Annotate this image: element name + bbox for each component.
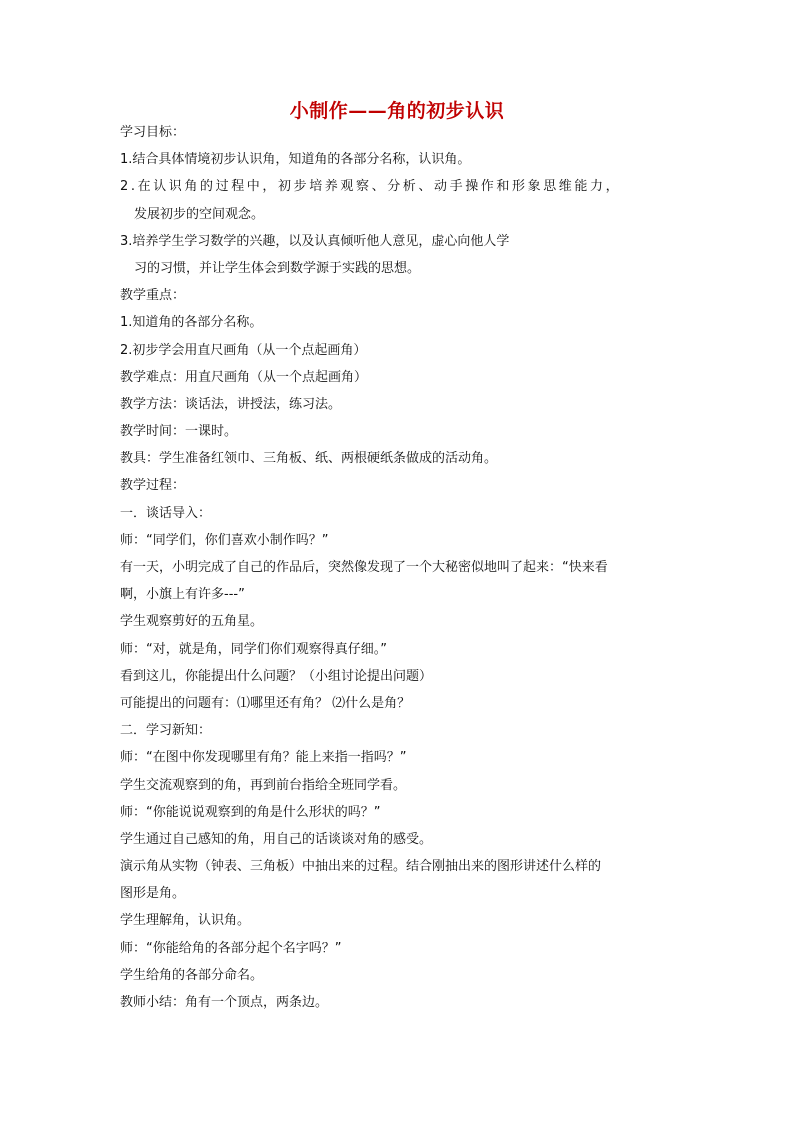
text-line: 看到这儿，你能提出什么问题？（小组讨论提出问题） bbox=[120, 668, 433, 684]
text-line: 教学方法：谈话法，讲授法，练习法。 bbox=[120, 396, 342, 412]
text-line: 教学过程： bbox=[120, 478, 186, 494]
text-line: 习的习惯，并让学生体会到数学源于实践的思想。 bbox=[134, 260, 421, 276]
text-line: 一．谈话导入： bbox=[120, 505, 212, 521]
text-line: 教学时间：一课时。 bbox=[120, 424, 238, 440]
text-line: 教学重点： bbox=[120, 288, 186, 304]
text-line: 师：“你能给角的各部分起个名字吗？” bbox=[120, 940, 342, 956]
text-line: 教学难点：用直尺画角（从一个点起画角） bbox=[120, 369, 368, 385]
text-line: 啊，小旗上有许多---” bbox=[120, 587, 245, 603]
text-line: 学生观察剪好的五角星。 bbox=[120, 614, 264, 630]
text-line: 2.在认识角的过程中，初步培养观察、分析、动手操作和形象思维能力， bbox=[120, 179, 622, 195]
text-line: 教师小结：角有一个顶点，两条边。 bbox=[120, 995, 329, 1010]
text-line: 学生交流观察到的角，再到前台指给全班同学看。 bbox=[120, 777, 407, 793]
text-line: 发展初步的空间观念。 bbox=[134, 206, 265, 222]
text-line: 可能提出的问题有：⑴哪里还有角？ ⑵什么是角？ bbox=[120, 695, 411, 711]
text-line: 学生给角的各部分命名。 bbox=[120, 967, 264, 983]
text-line: 师：“在图中你发现哪里有角？能上来指一指吗？” bbox=[120, 750, 407, 766]
text-line: 师：“同学们，你们喜欢小制作吗？” bbox=[120, 532, 329, 548]
text-line: 3.培养学生学习数学的兴趣，以及认真倾听他人意见，虚心向他人学 bbox=[120, 233, 510, 249]
text-line: 2.初步学会用直尺画角（从一个点起画角） bbox=[120, 342, 367, 358]
text-line: 1.知道角的各部分名称。 bbox=[120, 315, 263, 331]
document-title: 小制作——角的初步认识 bbox=[289, 100, 505, 122]
text-line: 学习目标： bbox=[120, 125, 186, 140]
document-body bbox=[120, 119, 680, 1016]
text-line: 图形是角。 bbox=[120, 886, 186, 902]
text-line: 二．学习新知： bbox=[120, 723, 212, 739]
text-line: 师：“对，就是角，同学们你们观察得真仔细。” bbox=[120, 641, 387, 657]
text-line: 演示角从实物（钟表、三角板）中抽出来的过程。结合刚抽出来的图形讲述什么样的 bbox=[120, 859, 602, 875]
text-line: 1.结合具体情境初步认识角，知道角的各部分名称，认识角。 bbox=[120, 152, 471, 168]
text-line: 学生理解角，认识角。 bbox=[120, 913, 251, 929]
text-line: 学生通过自己感知的角，用自己的话谈谈对角的感受。 bbox=[120, 831, 433, 847]
text-line: 教具：学生准备红领巾、三角板、纸、两根硬纸条做成的活动角。 bbox=[120, 451, 498, 467]
text-line: 有一天，小明完成了自己的作品后，突然像发现了一个大秘密似地叫了起来：“快来看 bbox=[120, 560, 608, 575]
text-line: 师：“你能说说观察到的角是什么形状的吗？” bbox=[120, 804, 381, 820]
